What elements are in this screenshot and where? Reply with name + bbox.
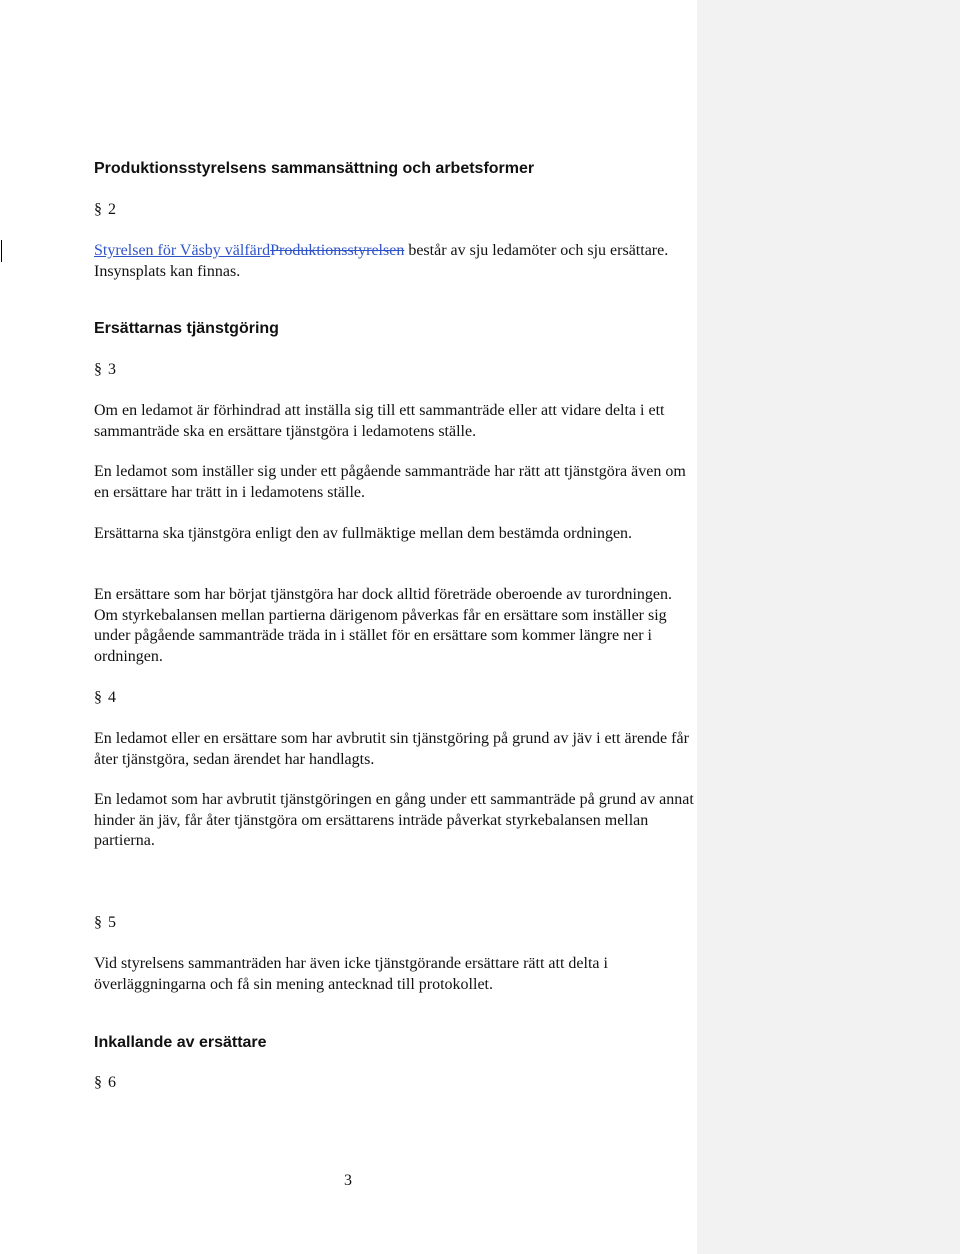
section-4-paragraph-2: En ledamot som har avbrutit tjänstgöringen en gång under ett sammanträde på grund av annat hinder än jäv, får åter tjänstgöra om ersättarens inträde påverkat styrkebalansen mellan partierna. xyxy=(94,791,694,850)
section-3-paragraph-2: En ledamot som inställer sig under ett pågående sammanträde har rätt att tjänstgöra även om en ersättare har trätt in i ledamotens ställe. xyxy=(94,463,686,501)
section-3-marker xyxy=(94,360,694,380)
inserted-text[interactable]: Styrelsen för Väsby välfärd xyxy=(94,242,271,259)
deleted-text[interactable]: Produktionsstyrelsen xyxy=(270,242,405,259)
section-number: 2 xyxy=(108,201,116,218)
section-number: 6 xyxy=(108,1074,116,1091)
markup-pane xyxy=(697,0,960,1254)
section-number: 3 xyxy=(108,361,116,378)
section-3-paragraph-3: Ersättarna ska tjänstgöra enligt den av fullmäktige mellan dem bestämda ordningen. xyxy=(94,525,633,542)
paragraph-text: består av sju ledamöter och sju ersättare. Insynsplats kan finnas. xyxy=(94,242,669,280)
section-icon: § xyxy=(94,689,102,706)
change-bar xyxy=(1,240,2,262)
page-number: 3 xyxy=(344,1172,352,1189)
heading-substitutes: Ersättarnas tjänstgöring xyxy=(94,320,279,337)
section-5-marker xyxy=(94,913,694,933)
heading-production-board: Produktionsstyrelsens sammansättning och arbetsformer xyxy=(94,160,535,177)
section-icon: § xyxy=(94,1074,102,1091)
section-number: 4 xyxy=(108,689,116,706)
section-5-paragraph-1: Vid styrelsens sammanträden har även icke tjänstgörande ersättare rätt att delta i överläggningarna och få sin mening antecknad till protokollet. xyxy=(94,955,608,993)
heading-calling-substitutes: Inkallande av ersättare xyxy=(94,1034,267,1051)
section-icon: § xyxy=(94,914,102,931)
section-icon: § xyxy=(94,201,102,218)
section-4-paragraph-1: En ledamot eller en ersättare som har avbrutit sin tjänstgöring på grund av jäv i ett ärende får åter tjänstgöra, sedan ärendet har handlagts. xyxy=(94,730,689,768)
section-3-paragraph-4: En ersättare som har börjat tjänstgöra har dock alltid företräde oberoende av turordningen. Om styrkebalansen mellan partierna därigenom påverkas får en ersättare som inställer sig under pågående sammanträde träda in i stället för en ersättare som kommer längre ner i ordningen. xyxy=(94,586,672,665)
section-number: 5 xyxy=(108,914,116,931)
section-icon: § xyxy=(94,361,102,378)
section-2-marker xyxy=(94,200,694,220)
section-4-marker xyxy=(94,688,694,708)
section-6-marker xyxy=(94,1073,694,1093)
section-3-paragraph-1: Om en ledamot är förhindrad att inställa sig till ett sammanträde eller att vidare delta i ett sammanträde ska en ersättare tjänstgöra i ledamotens ställe. xyxy=(94,402,665,440)
section-2-paragraph xyxy=(94,241,694,282)
